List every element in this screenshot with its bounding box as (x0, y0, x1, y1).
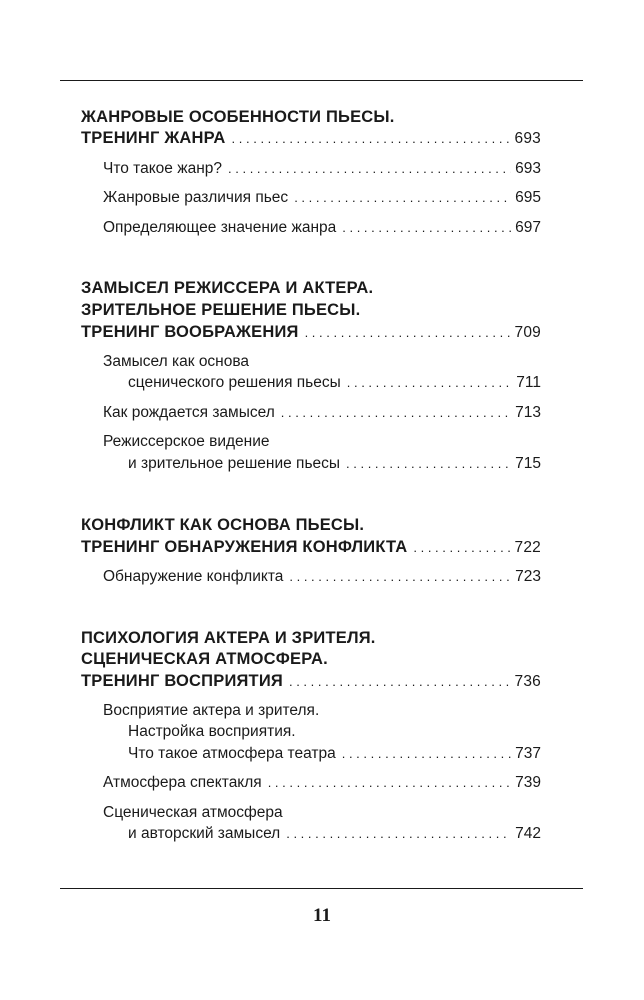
chapter-entry[interactable]: ТРЕНИНГ ВОСПРИЯТИЯ . . . 736 (81, 670, 541, 692)
page-ref: 736 (514, 673, 541, 690)
page-ref: 695 (515, 189, 541, 206)
dot-leader (289, 671, 511, 693)
toc-entry-line: Сценическая атмосфера (103, 804, 283, 821)
page-number: 11 (313, 905, 331, 926)
chapter-entry[interactable]: ТРЕНИНГ ВООБРАЖЕНИЯ . . . 709 (81, 321, 541, 343)
page-ref: 742 (515, 825, 541, 842)
toc-entry[interactable]: Жанровые различия пьес . . . 695 (103, 187, 541, 209)
bottom-rule (60, 888, 583, 889)
toc-entry[interactable]: Обнаружение конфликта . . . 723 (103, 566, 541, 588)
toc-entry-line: Режиссерское видение (103, 433, 270, 450)
dot-leader (346, 453, 511, 475)
toc-entry[interactable]: Что такое атмосфера театра . . . 737 (128, 743, 541, 765)
page-ref: 723 (515, 568, 541, 585)
page-ref: 711 (516, 374, 541, 391)
dot-leader (289, 566, 511, 588)
toc-entry[interactable]: и авторский замысел . . . 742 (128, 823, 541, 845)
toc-entry[interactable]: сценического решения пьесы . . . 711 (128, 372, 541, 394)
dot-leader (347, 372, 513, 394)
dot-leader (294, 187, 511, 209)
toc-entry[interactable]: Что такое жанр? . . . 693 (103, 158, 541, 180)
page-ref: 713 (515, 404, 541, 421)
page-ref: 697 (515, 219, 541, 236)
page-ref: 693 (515, 160, 541, 177)
toc-entry-line: Восприятие актера и зрителя. (103, 702, 320, 719)
dot-leader (281, 402, 511, 424)
page-ref: 739 (515, 774, 541, 791)
dot-leader (232, 128, 511, 150)
chapter-title: ЗРИТЕЛЬНОЕ РЕШЕНИЕ ПЬЕСЫ. (81, 301, 361, 319)
chapter-title: КОНФЛИКТ КАК ОСНОВА ПЬЕСЫ. (81, 516, 365, 534)
dot-leader (342, 743, 511, 765)
chapter-title: ПСИХОЛОГИЯ АКТЕРА И ЗРИТЕЛЯ. (81, 629, 376, 647)
dot-leader (228, 158, 511, 180)
dot-leader (286, 823, 511, 845)
toc-entry-line: Замысел как основа (103, 353, 250, 370)
toc-entry-line: Настройка восприятия. (128, 723, 296, 740)
page-ref: 709 (514, 324, 541, 341)
dot-leader (413, 537, 510, 559)
page-ref: 737 (515, 745, 541, 762)
toc-entry[interactable]: Определяющее значение жанра . . . 697 (103, 217, 541, 239)
page-ref: 715 (515, 455, 541, 472)
top-rule (60, 80, 583, 81)
dot-leader (305, 322, 511, 344)
page-ref: 693 (514, 130, 541, 147)
toc-entry[interactable]: Атмосфера спектакля . . . 739 (103, 772, 541, 794)
chapter-title: СЦЕНИЧЕСКАЯ АТМОСФЕРА. (81, 650, 328, 668)
dot-leader (268, 772, 511, 794)
chapter-title: ЖАНРОВЫЕ ОСОБЕННОСТИ ПЬЕСЫ. (81, 108, 395, 126)
page-ref: 722 (514, 539, 541, 556)
chapter-entry[interactable]: ТРЕНИНГ ЖАНРА . . . 693 (81, 127, 541, 149)
toc-entry[interactable]: и зрительное решение пьесы . . . 715 (128, 453, 541, 475)
chapter-title: ЗАМЫСЕЛ РЕЖИССЕРА И АКТЕРА. (81, 279, 374, 297)
dot-leader (342, 217, 511, 239)
chapter-entry[interactable]: ТРЕНИНГ ОБНАРУЖЕНИЯ КОНФЛИКТА . . . 722 (81, 536, 541, 558)
toc-entry[interactable]: Как рождается замысел . . . 713 (103, 402, 541, 424)
